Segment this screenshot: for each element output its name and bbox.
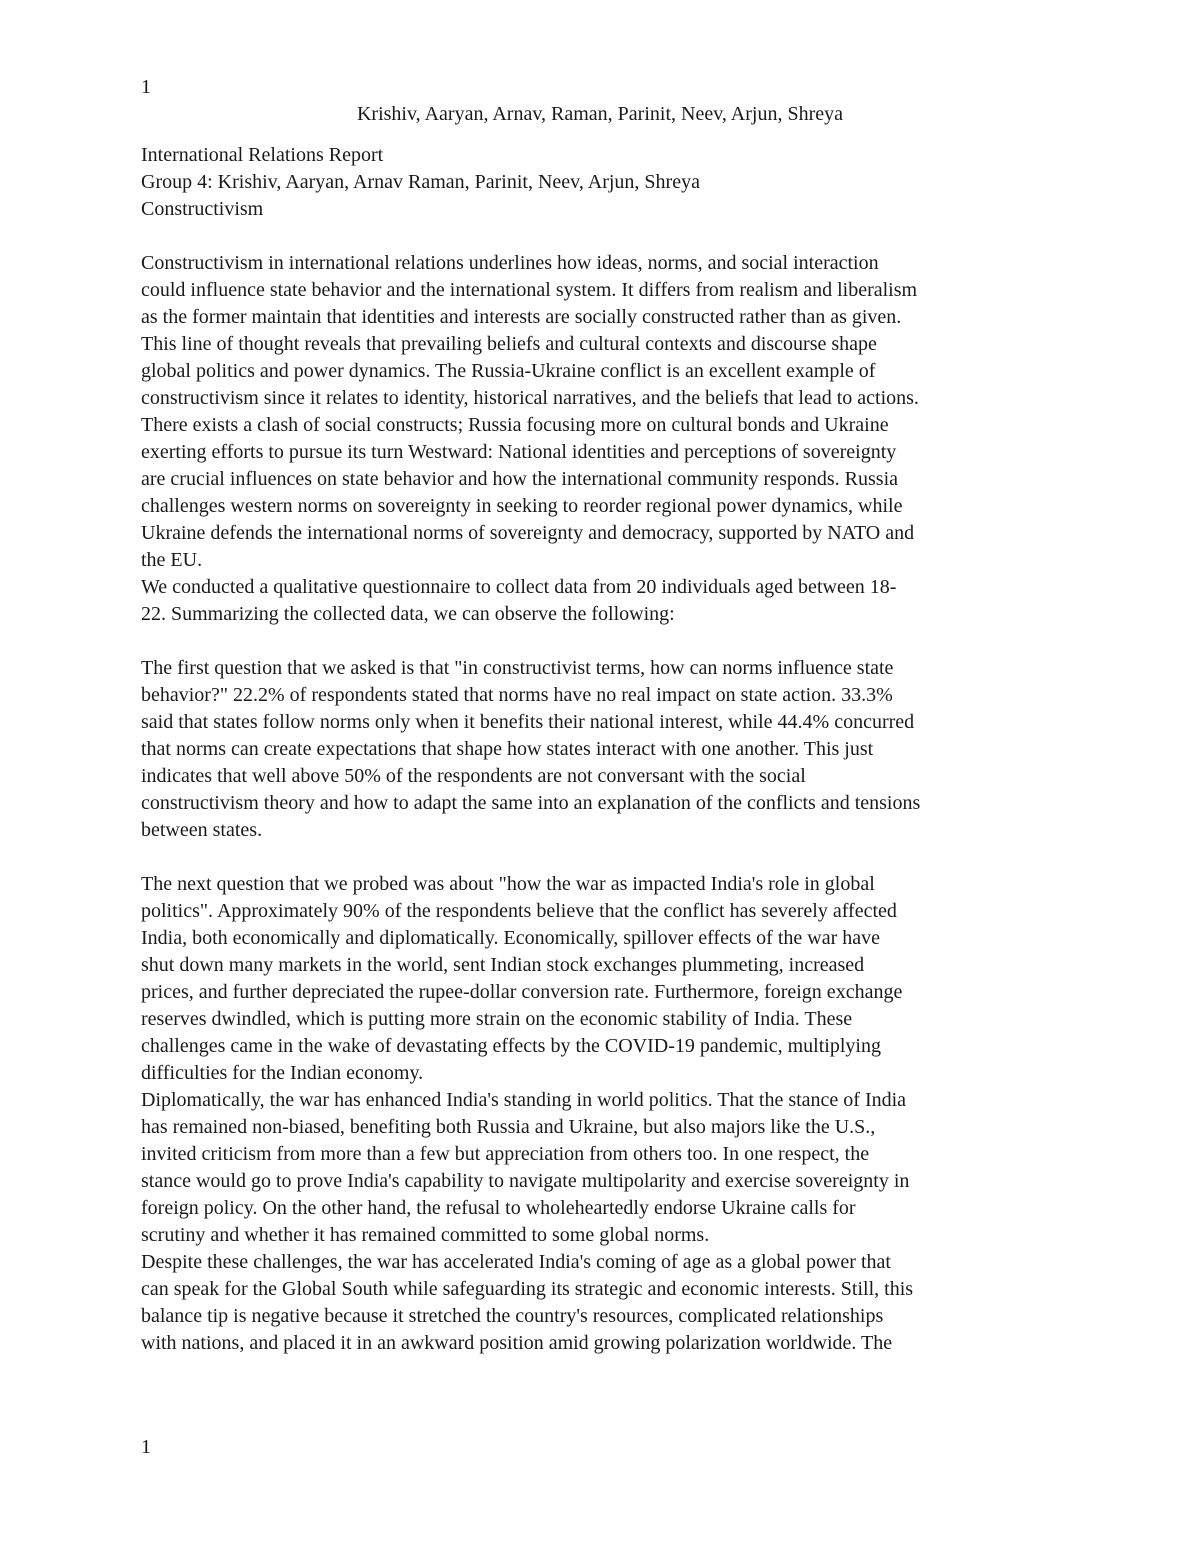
text-line: said that states follow norms only when it benefits their national interest, while 44.4% concurred	[141, 711, 915, 733]
text-line: that norms can create expectations that shape how states interact with one another. This just	[141, 738, 874, 760]
paragraph-despite-challenges	[141, 1249, 1061, 1357]
footer-page-number: 1	[141, 1436, 151, 1458]
blank-line	[141, 223, 1061, 250]
text-line: indicates that well above 50% of the respondents are not conversant with the social	[141, 765, 806, 787]
text-line: reserves dwindled, which is putting more strain on the economic stability of India. These	[141, 1008, 853, 1030]
authors-header: Krishiv, Aaryan, Arnav, Raman, Parinit, Neev, Arjun, Shreya	[356, 103, 843, 125]
text-line: can speak for the Global South while safeguarding its strategic and economic interests. Still, this	[141, 1278, 914, 1300]
text-line: Constructivism in international relations underlines how ideas, norms, and social interaction	[141, 252, 879, 274]
paragraph-first-question	[141, 655, 1061, 844]
report-title: International Relations Report	[141, 144, 384, 166]
topic-heading: Constructivism	[141, 198, 264, 220]
text-line: This line of thought reveals that prevailing beliefs and cultural contexts and discourse shape	[141, 333, 877, 355]
text-line: global politics and power dynamics. The Russia-Ukraine conflict is an excellent example of	[141, 360, 876, 382]
text-line: as the former maintain that identities and interests are socially constructed rather than as given.	[141, 306, 902, 328]
document-body	[141, 142, 1061, 1357]
text-line: The first question that we asked is that "in constructivist terms, how can norms influence state	[141, 657, 894, 679]
text-line: 22. Summarizing the collected data, we can observe the following:	[141, 603, 675, 625]
text-line: with nations, and placed it in an awkward position amid growing polarization worldwide. The	[141, 1332, 893, 1354]
text-line: Despite these challenges, the war has accelerated India's coming of age as a global power that	[141, 1251, 891, 1273]
text-line: challenges western norms on sovereignty in seeking to reorder regional power dynamics, while	[141, 495, 903, 517]
header-page-number: 1	[141, 76, 151, 98]
text-line: The next question that we probed was about "how the war as impacted India's role in global	[141, 873, 875, 895]
blank-line	[141, 844, 1061, 871]
text-line: India, both economically and diplomatically. Economically, spillover effects of the war have	[141, 927, 881, 949]
paragraph-next-question	[141, 871, 1061, 1087]
text-line: between states.	[141, 819, 263, 841]
text-line: invited criticism from more than a few but appreciation from others too. In one respect, the	[141, 1143, 870, 1165]
text-line: Diplomatically, the war has enhanced India's standing in world politics. That the stance of India	[141, 1089, 907, 1111]
text-line: foreign policy. On the other hand, the refusal to wholeheartedly endorse Ukraine calls for	[141, 1197, 856, 1219]
text-line: the EU.	[141, 549, 203, 571]
paragraph-questionnaire	[141, 574, 1061, 628]
text-line: could influence state behavior and the international system. It differs from realism and liberalism	[141, 279, 918, 301]
paragraph-diplomatically	[141, 1087, 1061, 1249]
text-line: There exists a clash of social constructs; Russia focusing more on cultural bonds and Ukraine	[141, 414, 889, 436]
text-line: prices, and further depreciated the rupee-dollar conversion rate. Furthermore, foreign exchange	[141, 981, 903, 1003]
paragraph-introduction	[141, 250, 1061, 574]
text-line: shut down many markets in the world, sent Indian stock exchanges plummeting, increased	[141, 954, 865, 976]
text-line: has remained non-biased, benefiting both Russia and Ukraine, but also majors like the U.S.,	[141, 1116, 876, 1138]
text-line: We conducted a qualitative questionnaire to collect data from 20 individuals aged between 18-	[141, 576, 897, 598]
text-line: behavior?" 22.2% of respondents stated that norms have no real impact on state action. 33.3%	[141, 684, 893, 706]
blank-line	[141, 628, 1061, 655]
text-line: exerting efforts to pursue its turn Westward: National identities and perceptions of sovereignty	[141, 441, 897, 463]
text-line: difficulties for the Indian economy.	[141, 1062, 424, 1084]
text-line: Ukraine defends the international norms of sovereignty and democracy, supported by NATO and	[141, 522, 915, 544]
text-line: balance tip is negative because it stretched the country's resources, complicated relationships	[141, 1305, 884, 1327]
group-line: Group 4: Krishiv, Aaryan, Arnav Raman, Parinit, Neev, Arjun, Shreya	[141, 171, 700, 193]
text-line: constructivism since it relates to identity, historical narratives, and the beliefs that lead to actions.	[141, 387, 919, 409]
text-line: constructivism theory and how to adapt the same into an explanation of the conflicts and tensions	[141, 792, 921, 814]
text-line: scrutiny and whether it has remained committed to some global norms.	[141, 1224, 710, 1246]
text-line: stance would go to prove India's capability to navigate multipolarity and exercise sovereignty in	[141, 1170, 910, 1192]
text-line: are crucial influences on state behavior and how the international community responds. Russia	[141, 468, 899, 490]
text-line: challenges came in the wake of devastating effects by the COVID-19 pandemic, multiplying	[141, 1035, 881, 1057]
text-line: politics". Approximately 90% of the respondents believe that the conflict has severely affected	[141, 900, 897, 922]
